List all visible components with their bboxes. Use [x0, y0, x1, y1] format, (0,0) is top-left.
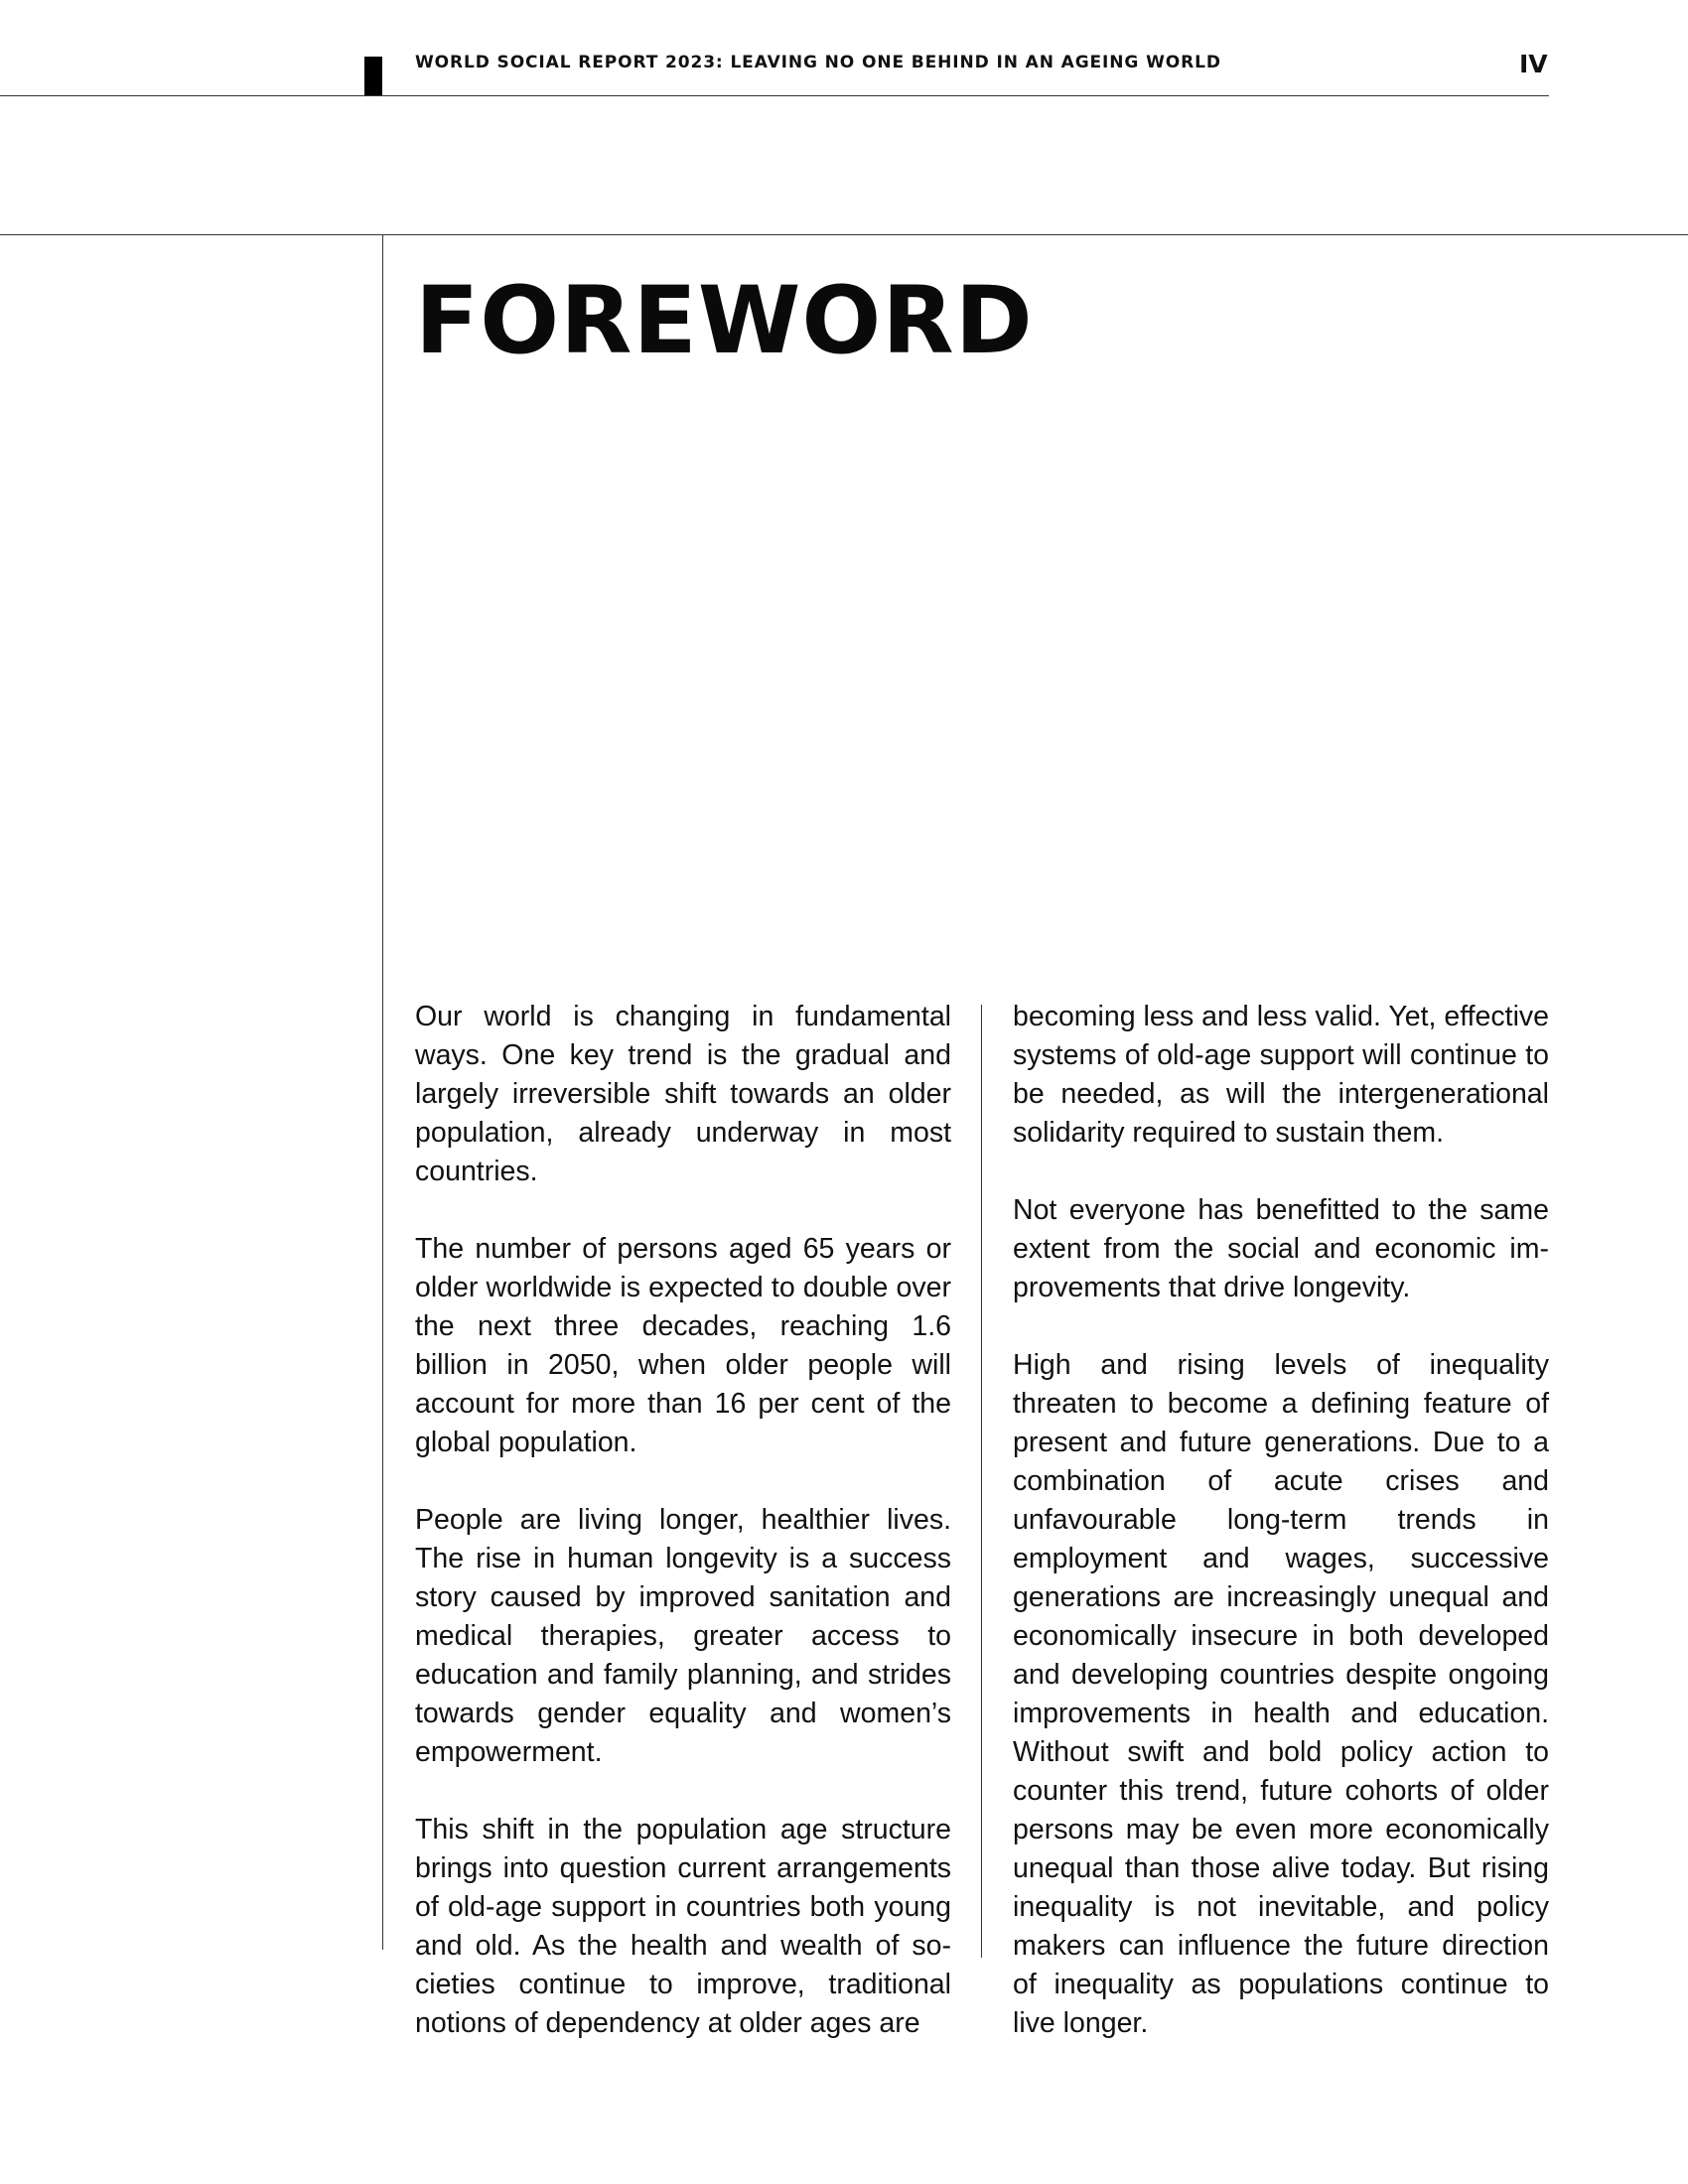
body-column-left [415, 998, 951, 2082]
body-column-right [1013, 998, 1549, 2082]
paragraph: This shift in the population age structure brings into question current arrangements of old-age support in countries both young and old. As the health and wealth of societies continue to improve, traditional notions of dependency at older ages are [415, 1814, 951, 2039]
running-header-title: WORLD SOCIAL REPORT 2023: LEAVING NO ONE BEHIND IN AN AGEING WORLD [415, 53, 1221, 72]
column-divider [981, 1005, 982, 1958]
paragraph: becoming less and less valid. Yet, effective systems of old-age support will continue to be needed, as will the intergenerational solidarity required to sustain them. [1013, 1001, 1549, 1149]
paragraph: The number of persons aged 65 years or older worldwide is expected to double over the next three decades, reaching 1.6 billion in 2050, when older people will account for more than 16 per cent of the global population. [415, 1233, 951, 1458]
page-number: IV [1519, 50, 1548, 78]
paragraph: Not everyone has benefitted to the same extent from the social and economic improvements that drive longevity. [1013, 1194, 1549, 1303]
left-margin-rule [382, 234, 383, 1950]
page-title: FOREWORD [415, 267, 1034, 375]
header-marker [364, 57, 382, 96]
section-divider [0, 234, 1688, 235]
paragraph: People are living longer, healthier lives. The rise in human longevity is a success story caused by improved sanitation and medical therapies, greater access to education and family planning, and strides towards gender equality and women’s empowerment. [415, 1504, 951, 1768]
header-divider [0, 95, 1549, 96]
paragraph: High and rising levels of inequality threaten to become a defining feature of present and future generations. Due to a combination of acute crises and unfavourable long-term trends in employment and wages, successive generations are increasingly unequal and economically insecure in both developed and developing countries despite ongoing improvements in health and education. Without swift and bold policy action to counter this trend, future cohorts of older persons may be even more economically unequal than those alive today. But rising inequality is not inevitable, and policy makers can influence the future direction of inequality as populations continue to live longer. [1013, 1349, 1549, 2039]
paragraph: Our world is changing in fundamental ways. One key trend is the gradual and largely irreversible shift towards an older population, already underway in most countries. [415, 1001, 951, 1187]
